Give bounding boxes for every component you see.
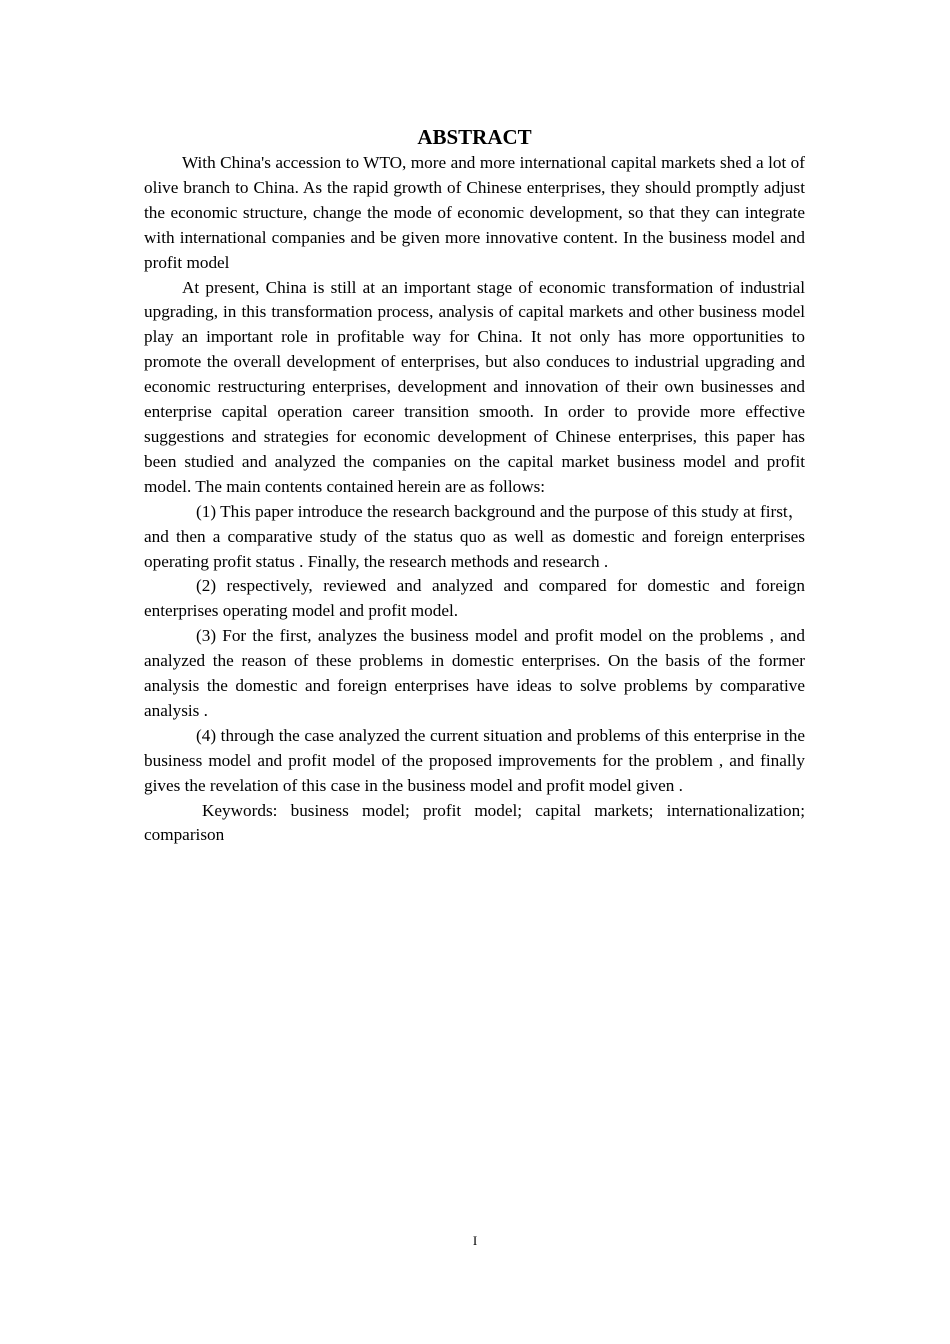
abstract-title: ABSTRACT <box>417 125 532 149</box>
abstract-paragraph-intro: With China's accession to WTO, more and more international capital markets shed a lot of olive branch to China. As the rapid growth of Chinese enterprises, they should promptly adjust the economic structure, change the mode of economic development, so that they can integrate with international companies and be given more innovative content. In the business model and profit model <box>144 153 805 272</box>
abstract-section <box>144 123 805 848</box>
page-number: I <box>472 1233 478 1248</box>
abstract-list-item-1: (1) This paper introduce the research background and the purpose of this study at first，and then a comparative study of the status quo as well as domestic and foreign enterprises operating profit status . Finally, the research methods and research . <box>144 501 805 571</box>
abstract-list-item-2: (2) respectively, reviewed and analyzed and compared for domestic and foreign enterprises operating model and profit model. <box>144 576 805 621</box>
keywords-line: Keywords: business model; profit model; capital markets; internationalization; comparison <box>144 800 805 845</box>
abstract-paragraph-present: At present, China is still at an important stage of economic transformation of industrial upgrading, in this transformation process, analysis of capital markets and other business model play an important role in profitable way for China. It not only has more opportunities to promote the overall development of enterprises, but also conduces to industrial upgrading and economic restructuring enterprises, development and innovation of their own businesses and enterprise capital operation career transition smooth. In order to provide more effective suggestions and strategies for economic development of Chinese enterprises, this paper has been studied and analyzed the companies on the capital market business model and profit model. The main contents contained herein are as follows: <box>144 277 805 496</box>
abstract-list-item-3: (3) For the first, analyzes the business model and profit model on the problems , and analyzed the reason of these problems in domestic enterprises. On the basis of the former analysis the domestic and foreign enterprises have ideas to solve problems by comparative analysis . <box>144 626 805 720</box>
abstract-list-item-4: (4) through the case analyzed the current situation and problems of this enterprise in the business model and profit model of the proposed improvements for the problem , and finally gives the revelation of this case in the business model and profit model given . <box>144 725 805 795</box>
